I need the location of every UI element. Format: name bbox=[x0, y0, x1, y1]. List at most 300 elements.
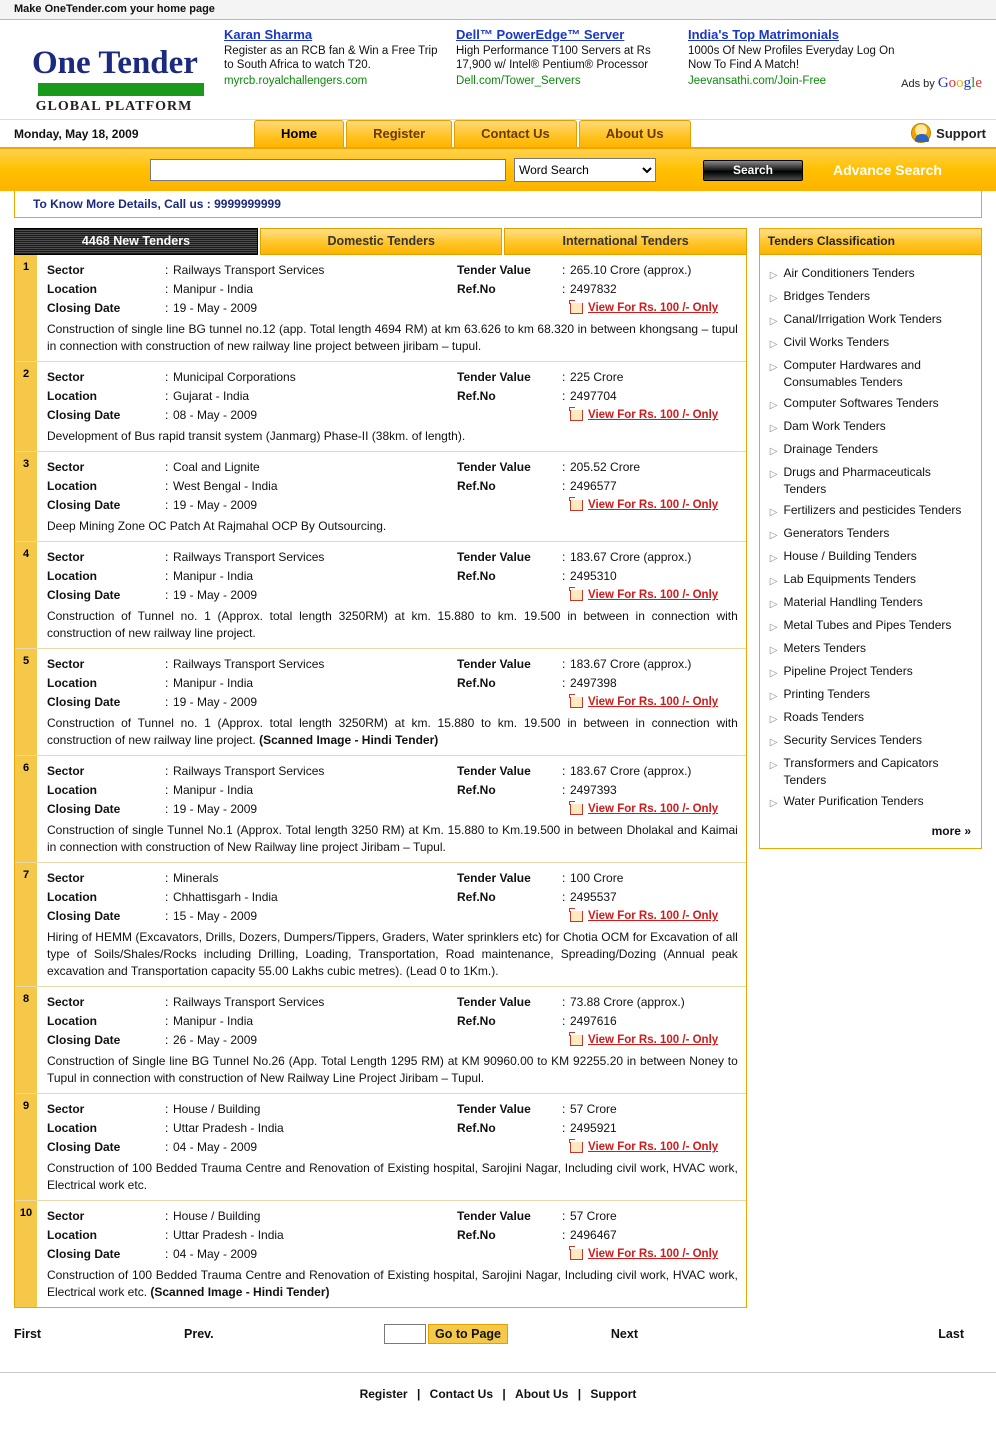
label-closing-date: Closing Date bbox=[47, 909, 121, 923]
tender-value: 183.67 Crore (approx.) bbox=[570, 657, 692, 671]
classification-item[interactable] bbox=[766, 707, 975, 730]
classification-item-label: Fertilizers and pesticides Tenders bbox=[783, 503, 962, 517]
tender-value: 205.52 Crore bbox=[570, 460, 641, 474]
label-closing-date: Closing Date bbox=[47, 1247, 121, 1261]
ad-url[interactable]: Dell.com/Tower_Servers bbox=[456, 75, 581, 87]
tender-description bbox=[47, 425, 738, 445]
tender-row bbox=[15, 452, 746, 542]
tender-index: 5 bbox=[15, 649, 37, 755]
tender-description-text: Construction of Tunnel no. 1 (Approx. total length 3250RM) at km. 15.880 to km. 19.500 in between in connection with construction of new railway line project. bbox=[47, 716, 738, 747]
chevron-right-icon: ▷ bbox=[769, 553, 778, 564]
tender-sector: Railways Transport Services bbox=[173, 764, 325, 778]
classification-item[interactable] bbox=[766, 355, 975, 393]
tender-description bbox=[47, 318, 738, 355]
label-sector: Sector bbox=[47, 370, 85, 384]
pager-last[interactable]: Last bbox=[938, 1327, 964, 1341]
classification-item-label: Drugs and Pharmaceuticals Tenders bbox=[783, 465, 931, 496]
tender-tabs bbox=[14, 228, 747, 255]
label-location: Location bbox=[47, 1228, 97, 1242]
classification-item[interactable] bbox=[766, 500, 975, 523]
classification-item[interactable] bbox=[766, 684, 975, 707]
view-tender-link[interactable] bbox=[570, 299, 718, 318]
pager-prev[interactable]: Prev. bbox=[184, 1327, 214, 1341]
label-sector: Sector bbox=[47, 460, 85, 474]
tender-ref-no: 2497832 bbox=[570, 282, 617, 296]
support-agent-icon bbox=[911, 123, 931, 143]
view-tender-label: View For Rs. 100 /- Only bbox=[588, 696, 719, 708]
label-location: Location bbox=[47, 676, 97, 690]
label-sector: Sector bbox=[47, 550, 85, 564]
label-tender-value: Tender Value bbox=[457, 657, 531, 671]
tender-index: 8 bbox=[15, 987, 37, 1093]
chevron-right-icon: ▷ bbox=[769, 469, 778, 480]
tender-row bbox=[15, 649, 746, 756]
label-ref-no: Ref.No bbox=[457, 389, 496, 403]
tab-new-tenders[interactable]: 4468 New Tenders bbox=[14, 228, 258, 255]
ad-title[interactable]: India's Top Matrimonials bbox=[688, 27, 839, 42]
tender-description-text: Development of Bus rapid transit system (Janmarg) Phase-II (38km. of length). bbox=[47, 429, 466, 443]
chevron-right-icon: ▷ bbox=[769, 737, 778, 748]
chevron-right-icon: ▷ bbox=[769, 362, 778, 373]
label-sector: Sector bbox=[47, 764, 85, 778]
tender-list bbox=[14, 255, 747, 1308]
search-bar bbox=[0, 149, 996, 191]
chevron-right-icon: ▷ bbox=[769, 270, 778, 281]
current-date: Monday, May 18, 2009 bbox=[14, 127, 139, 141]
tender-sector: Minerals bbox=[173, 871, 219, 885]
classification-item-label: Air Conditioners Tenders bbox=[783, 266, 915, 280]
tender-row bbox=[15, 863, 746, 987]
tender-index: 9 bbox=[15, 1094, 37, 1200]
tender-ref-no: 2497398 bbox=[570, 676, 617, 690]
view-tender-label: View For Rs. 100 /- Only bbox=[588, 1141, 719, 1153]
tender-index: 6 bbox=[15, 756, 37, 862]
tender-index: 2 bbox=[15, 362, 37, 451]
view-tender-label: View For Rs. 100 /- Only bbox=[588, 1034, 719, 1046]
tender-body: Sector : Railways Transport Services Location : Manipur - India Closing Date : 26 - May - 2009 Tender Value : 73.88 Crore (approx.) Ref.No : 2497616 View For Rs. 100 /- Only Construction of Single line BG Tunnel No.26 (App. Total Length 1295 RM) at KM 90960.00 to KM 92255.20 in between Noney to Tupul in connection with construction of New Railway Line Project Jiribam – Tupul. bbox=[47, 995, 738, 1085]
tender-value: 100 Crore bbox=[570, 871, 624, 885]
tender-value: 57 Crore bbox=[570, 1209, 617, 1223]
ad-title[interactable]: Dell™ PowerEdge™ Server bbox=[456, 27, 625, 42]
tenders-classification-box bbox=[759, 228, 982, 849]
tender-closing-date: 19 - May - 2009 bbox=[173, 498, 258, 512]
chevron-right-icon: ▷ bbox=[769, 400, 778, 411]
classification-item[interactable] bbox=[766, 661, 975, 684]
label-tender-value: Tender Value bbox=[457, 460, 531, 474]
ad-title[interactable]: Karan Sharma bbox=[224, 27, 313, 42]
tender-closing-date: 26 - May - 2009 bbox=[173, 1033, 258, 1047]
tender-index: 7 bbox=[15, 863, 37, 986]
tender-description bbox=[47, 605, 738, 642]
label-ref-no: Ref.No bbox=[457, 282, 496, 296]
support-link[interactable] bbox=[911, 123, 986, 147]
ad-item[interactable] bbox=[224, 28, 456, 88]
classification-item[interactable] bbox=[766, 592, 975, 615]
view-tender-label: View For Rs. 100 /- Only bbox=[588, 499, 719, 511]
tender-sector: Railways Transport Services bbox=[173, 550, 325, 564]
tender-description bbox=[47, 515, 738, 535]
classification-item[interactable] bbox=[766, 638, 975, 661]
label-location: Location bbox=[47, 569, 97, 583]
tenders-column bbox=[14, 228, 747, 1308]
tender-closing-date: 04 - May - 2009 bbox=[173, 1247, 258, 1261]
nav-tabs bbox=[254, 120, 911, 147]
classification-column bbox=[759, 228, 982, 849]
tender-location: Chhattisgarh - India bbox=[173, 890, 278, 904]
cart-icon bbox=[570, 1142, 583, 1153]
tender-location: Manipur - India bbox=[173, 783, 254, 797]
classification-item-label: Pipeline Project Tenders bbox=[783, 664, 913, 678]
classification-item-label: Water Purification Tenders bbox=[783, 794, 924, 808]
label-ref-no: Ref.No bbox=[457, 1014, 496, 1028]
tender-closing-date: 19 - May - 2009 bbox=[173, 301, 258, 315]
footer-sep: | bbox=[502, 1387, 506, 1401]
tender-description bbox=[47, 819, 738, 856]
view-tender-label: View For Rs. 100 /- Only bbox=[588, 302, 719, 314]
tender-index: 4 bbox=[15, 542, 37, 648]
tender-closing-date: 04 - May - 2009 bbox=[173, 1140, 258, 1154]
chevron-right-icon: ▷ bbox=[769, 714, 778, 725]
tender-description-note: (Scanned Image - Hindi Tender) bbox=[147, 1285, 330, 1299]
view-tender-link[interactable] bbox=[570, 1245, 718, 1264]
label-sector: Sector bbox=[47, 1102, 85, 1116]
view-tender-label: View For Rs. 100 /- Only bbox=[588, 910, 719, 922]
page-number-input[interactable] bbox=[384, 1324, 426, 1344]
label-closing-date: Closing Date bbox=[47, 588, 121, 602]
chevron-right-icon: ▷ bbox=[769, 530, 778, 541]
view-tender-label: View For Rs. 100 /- Only bbox=[588, 803, 719, 815]
label-closing-date: Closing Date bbox=[47, 1140, 121, 1154]
tender-body: Sector : House / Building Location : Uttar Pradesh - India Closing Date : 04 - May - 2009 Tender Value : 57 Crore Ref.No : 2496467 View For Rs. 100 /- Only Construction of 100 Bedded Trauma Centre and Renovation of Existing hospital, Sarojini Nagar, Including civil work, HVAC work, Electrical work etc. (Scanned Image - Hindi Tender) bbox=[47, 1209, 738, 1299]
label-sector: Sector bbox=[47, 995, 85, 1009]
google-wordmark: Google bbox=[937, 75, 982, 91]
label-location: Location bbox=[47, 783, 97, 797]
tender-body: Sector : Coal and Lignite Location : West Bengal - India Closing Date : 19 - May - 2009 Tender Value : 205.52 Crore Ref.No : 2496577 View For Rs. 100 /- Only Deep Mining Zone OC Patch At Rajmahal OCP By Outsourcing. bbox=[37, 452, 746, 541]
label-sector: Sector bbox=[47, 1209, 85, 1223]
tender-body: Sector : Railways Transport Services Location : Manipur - India Closing Date : 19 - May - 2009 Tender Value : 183.67 Crore (approx.) Ref.No : 2497393 View For Rs. 100 /- Only Construction of single Tunnel No.1 (Approx. Total length 3250 RM) at Km. 15.880 to Km.19.500 in between Dholakal and Kaimai in connection with construction of New Railway line project Jiribam – Tupul. bbox=[47, 764, 738, 854]
label-sector: Sector bbox=[47, 263, 85, 277]
chevron-right-icon: ▷ bbox=[769, 339, 778, 350]
chevron-right-icon: ▷ bbox=[769, 293, 778, 304]
classification-item-label: Computer Softwares Tenders bbox=[783, 396, 939, 410]
tender-sector: House / Building bbox=[173, 1209, 261, 1223]
search-mode-select[interactable] bbox=[514, 158, 656, 182]
search-button[interactable]: Search bbox=[703, 160, 803, 181]
tender-ref-no: 2496577 bbox=[570, 479, 617, 493]
footer-register-link[interactable]: Register bbox=[359, 1387, 408, 1401]
tender-description bbox=[47, 1157, 738, 1194]
tender-ref-no: 2497704 bbox=[570, 389, 617, 403]
view-tender-label: View For Rs. 100 /- Only bbox=[588, 409, 719, 421]
view-tender-link[interactable] bbox=[570, 1031, 718, 1050]
classification-item[interactable] bbox=[766, 263, 975, 286]
classification-item[interactable] bbox=[766, 546, 975, 569]
tender-location: Manipur - India bbox=[173, 1014, 254, 1028]
tender-closing-date: 19 - May - 2009 bbox=[173, 802, 258, 816]
tender-description bbox=[47, 926, 738, 980]
tender-row bbox=[15, 756, 746, 863]
footer-contact-link[interactable]: Contact Us bbox=[429, 1387, 493, 1401]
classification-item[interactable] bbox=[766, 439, 975, 462]
cart-icon bbox=[570, 410, 583, 421]
view-tender-link[interactable] bbox=[570, 907, 718, 926]
tender-ref-no: 2496467 bbox=[570, 1228, 617, 1242]
pager-first[interactable]: First bbox=[14, 1327, 42, 1341]
tender-value: 73.88 Crore (approx.) bbox=[570, 995, 685, 1009]
logo-text: One Tender bbox=[32, 45, 198, 81]
label-location: Location bbox=[47, 282, 97, 296]
tender-body: Sector : House / Building Location : Uttar Pradesh - India Closing Date : 04 - May - 2009 Tender Value : 57 Crore Ref.No : 2495921 View For Rs. 100 /- Only Construction of 100 Bedded Trauma Centre and Renovation of Existing hospital, Sarojini Nagar, Including civil work, HVAC work, Electrical work etc. bbox=[47, 1102, 738, 1192]
classification-item[interactable] bbox=[766, 416, 975, 439]
classification-item-label: House / Building Tenders bbox=[783, 549, 917, 563]
classification-item-label: Generators Tenders bbox=[783, 526, 890, 540]
cart-icon bbox=[570, 1249, 583, 1260]
tender-index: 10 bbox=[15, 1201, 37, 1307]
classification-item-label: Bridges Tenders bbox=[783, 289, 870, 303]
label-ref-no: Ref.No bbox=[457, 1228, 496, 1242]
classification-item[interactable] bbox=[766, 753, 975, 791]
footer-sep: | bbox=[416, 1387, 421, 1401]
view-tender-link[interactable] bbox=[570, 406, 718, 425]
tender-ref-no: 2495537 bbox=[570, 890, 617, 904]
classification-item-label: Printing Tenders bbox=[783, 687, 870, 701]
tender-description bbox=[47, 1050, 738, 1087]
ad-url[interactable]: Jeevansathi.com/Join-Free bbox=[688, 75, 827, 87]
label-tender-value: Tender Value bbox=[457, 871, 531, 885]
footer-about-link[interactable]: About Us bbox=[515, 1387, 569, 1401]
chevron-right-icon: ▷ bbox=[769, 645, 778, 656]
classification-item-label: Civil Works Tenders bbox=[783, 335, 890, 349]
tender-location: Uttar Pradesh - India bbox=[173, 1121, 284, 1135]
tender-value: 57 Crore bbox=[570, 1102, 617, 1116]
main-content bbox=[0, 218, 996, 1308]
classification-item[interactable] bbox=[766, 393, 975, 416]
view-tender-link[interactable] bbox=[570, 586, 718, 605]
label-tender-value: Tender Value bbox=[457, 263, 531, 277]
label-closing-date: Closing Date bbox=[47, 498, 121, 512]
tender-location: Uttar Pradesh - India bbox=[173, 1228, 284, 1242]
view-tender-link[interactable] bbox=[570, 496, 718, 515]
tender-row bbox=[15, 1201, 746, 1307]
classification-item[interactable] bbox=[766, 791, 975, 814]
tender-body: Sector : Railways Transport Services Location : Manipur - India Closing Date : 19 - May - 2009 Tender Value : 183.67 Crore (approx.) Ref.No : 2495310 View For Rs. 100 /- Only Construction of Tunnel no. 1 (Approx. total length 3250RM) at km. 15.880 to km. 19.500 in between in connection with construction of new railway line project. bbox=[47, 550, 738, 640]
tender-body: Sector : Railways Transport Services Location : Manipur - India Closing Date : 19 - May - 2009 Tender Value : 265.10 Crore (approx.) Ref.No : 2497832 View For Rs. 100 /- Only Construction of single line BG tunnel no.12 (app. Total length 4694 RM) at km 63.626 to km 68.320 in between khongsang – tupul in connection with construction of new railway line project between jiribam – tupul. bbox=[47, 263, 738, 353]
tender-sector: Municipal Corporations bbox=[173, 370, 296, 384]
tender-location: Manipur - India bbox=[173, 676, 254, 690]
nav-tab-home[interactable]: Home bbox=[254, 120, 344, 147]
tender-ref-no: 2497393 bbox=[570, 783, 617, 797]
chevron-right-icon: ▷ bbox=[769, 446, 778, 457]
tab-international-tenders[interactable]: International Tenders bbox=[504, 228, 746, 255]
pager-next[interactable]: Next bbox=[610, 1327, 638, 1341]
chevron-right-icon: ▷ bbox=[769, 599, 778, 610]
label-location: Location bbox=[47, 479, 97, 493]
search-input[interactable] bbox=[150, 159, 506, 181]
tender-description-text: Construction of single line BG tunnel no.12 (app. Total length 4694 RM) at km 63.626 to km 68.320 in between khongsang – tupul in connection with construction of new railway line project between jiribam – tupul. bbox=[47, 322, 738, 353]
go-to-page-button[interactable]: Go to Page bbox=[428, 1324, 508, 1344]
tender-description-text: Hiring of HEMM (Excavators, Drills, Dozers, Dumpers/Tippers, Graders, Water sprinklers etc) for Chotia OCM for Excavation of all type of Soils/Shales/Rocks including Drilling, Loading, Transportation, Road maintenance, Spreading/Dozing (Annual peak excavation and Transportation capacity 55.00 Lakhs cubic metres). (Lead 0 to 1Km.). bbox=[47, 930, 738, 978]
label-ref-no: Ref.No bbox=[457, 783, 496, 797]
tender-sector: Railways Transport Services bbox=[173, 263, 325, 277]
tender-value: 183.67 Crore (approx.) bbox=[570, 764, 692, 778]
tab-domestic-tenders[interactable]: Domestic Tenders bbox=[260, 228, 502, 255]
tender-sector: Railways Transport Services bbox=[173, 657, 325, 671]
label-ref-no: Ref.No bbox=[457, 676, 496, 690]
classification-item-label: Metal Tubes and Pipes Tenders bbox=[783, 618, 952, 632]
nav-tab-contact-us[interactable]: Contact Us bbox=[454, 120, 577, 147]
classification-item[interactable] bbox=[766, 569, 975, 592]
label-location: Location bbox=[47, 890, 97, 904]
cart-icon bbox=[570, 697, 583, 708]
footer-sep: | bbox=[577, 1387, 582, 1401]
chevron-right-icon: ▷ bbox=[769, 316, 778, 327]
tender-body: Sector : Railways Transport Services Location : Manipur - India Closing Date : 19 - May - 2009 Tender Value : 183.67 Crore (approx.) Ref.No : 2497398 View For Rs. 100 /- Only Construction of Tunnel no. 1 (Approx. total length 3250RM) at km. 15.880 to km. 19.500 in between in connection with construction of new railway line project. (Scanned Image - Hindi Tender) bbox=[47, 657, 738, 747]
cart-icon bbox=[570, 1035, 583, 1046]
classification-item[interactable] bbox=[766, 309, 975, 332]
tender-location: Manipur - India bbox=[173, 569, 254, 583]
tender-description-text: Construction of 100 Bedded Trauma Centre and Renovation of Existing hospital, Sarojini Nagar, Including civil work, HVAC work, Electrical work etc. bbox=[47, 1268, 738, 1299]
classification-item-label: Dam Work Tenders bbox=[783, 419, 886, 433]
classification-list bbox=[760, 255, 981, 818]
tender-closing-date: 08 - May - 2009 bbox=[173, 408, 258, 422]
classification-item-label: Transformers and Capicators Tenders bbox=[783, 756, 939, 787]
nav-tab-register[interactable]: Register bbox=[346, 120, 452, 147]
cart-icon bbox=[570, 590, 583, 601]
label-tender-value: Tender Value bbox=[457, 995, 531, 1009]
label-closing-date: Closing Date bbox=[47, 301, 121, 315]
tender-description bbox=[47, 1264, 738, 1301]
classification-item-label: Roads Tenders bbox=[783, 710, 864, 724]
cart-icon bbox=[570, 804, 583, 815]
advance-search-link[interactable]: Advance Search bbox=[833, 162, 942, 178]
classification-item-label: Lab Equipments Tenders bbox=[783, 572, 917, 586]
logo-tagline: GLOBAL PLATFORM bbox=[35, 99, 193, 114]
classification-item[interactable] bbox=[766, 615, 975, 638]
label-tender-value: Tender Value bbox=[457, 1209, 531, 1223]
label-location: Location bbox=[47, 1121, 97, 1135]
ads-by-google bbox=[901, 75, 982, 92]
classification-title: Tenders Classification bbox=[760, 229, 981, 255]
tender-description-text: Construction of Single line BG Tunnel No.26 (App. Total Length 1295 RM) at KM 90960.00 to KM 92255.20 in between Noney to Tupul in connection with construction of New Railway Line Project Jiribam – Tupul. bbox=[47, 1054, 738, 1085]
cart-icon bbox=[570, 303, 583, 314]
classification-item[interactable] bbox=[766, 523, 975, 546]
tender-ref-no: 2495310 bbox=[570, 569, 617, 583]
tender-value: 183.67 Crore (approx.) bbox=[570, 550, 692, 564]
know-more-details: To Know More Details, Call us : 9999999999 bbox=[14, 191, 982, 218]
tender-ref-no: 2495921 bbox=[570, 1121, 617, 1135]
main-navbar bbox=[0, 119, 996, 149]
label-sector: Sector bbox=[47, 657, 85, 671]
ad-body: High Performance T100 Servers at Rs 17,900 w/ Intel® Pentium® Processor bbox=[456, 45, 651, 71]
cart-icon bbox=[570, 911, 583, 922]
tender-row bbox=[15, 542, 746, 649]
make-homepage-link[interactable]: Make OneTender.com your home page bbox=[0, 0, 996, 20]
label-closing-date: Closing Date bbox=[47, 408, 121, 422]
tender-sector: Coal and Lignite bbox=[173, 460, 260, 474]
ad-item[interactable] bbox=[688, 28, 920, 88]
ad-body: Register as an RCB fan & Win a Free Trip to South Africa to watch T20. bbox=[224, 45, 438, 71]
footer-support-link[interactable]: Support bbox=[590, 1387, 637, 1401]
tender-location: West Bengal - India bbox=[173, 479, 278, 493]
label-tender-value: Tender Value bbox=[457, 550, 531, 564]
chevron-right-icon: ▷ bbox=[769, 668, 778, 679]
cart-icon bbox=[570, 500, 583, 511]
tender-index: 1 bbox=[15, 255, 37, 361]
logo-green-bar bbox=[38, 83, 204, 96]
site-footer bbox=[0, 1372, 996, 1417]
tender-closing-date: 19 - May - 2009 bbox=[173, 588, 258, 602]
ad-body: 1000s Of New Profiles Everyday Log On Now To Find A Match! bbox=[688, 45, 895, 71]
label-tender-value: Tender Value bbox=[457, 764, 531, 778]
tender-ref-no: 2497616 bbox=[570, 1014, 617, 1028]
tender-description-text: Construction of single Tunnel No.1 (Approx. Total length 3250 RM) at Km. 15.880 to Km.19.500 in between Dholakal and Kaimai in connection with construction of New Railway line project Jiribam – Tupul. bbox=[47, 823, 738, 854]
tender-description-note: (Scanned Image - Hindi Tender) bbox=[255, 733, 439, 747]
pagination bbox=[0, 1308, 996, 1354]
chevron-right-icon: ▷ bbox=[769, 798, 778, 809]
classification-item[interactable] bbox=[766, 730, 975, 753]
tender-location: Gujarat - India bbox=[173, 389, 250, 403]
ad-item[interactable] bbox=[456, 28, 688, 88]
classification-item-label: Security Services Tenders bbox=[783, 733, 923, 747]
label-closing-date: Closing Date bbox=[47, 802, 121, 816]
tender-sector: House / Building bbox=[173, 1102, 261, 1116]
tender-value: 265.10 Crore (approx.) bbox=[570, 263, 692, 277]
classification-item-label: Computer Hardwares and Consumables Tenders bbox=[783, 358, 921, 389]
label-sector: Sector bbox=[47, 871, 85, 885]
tender-row bbox=[15, 362, 746, 452]
site-logo[interactable] bbox=[14, 28, 224, 115]
label-ref-no: Ref.No bbox=[457, 569, 496, 583]
tender-description-text: Construction of 100 Bedded Trauma Centre and Renovation of Existing hospital, Sarojini Nagar, Including civil work, HVAC work, Electrical work etc. bbox=[47, 1161, 738, 1192]
label-ref-no: Ref.No bbox=[457, 479, 496, 493]
classification-item-label: Meters Tenders bbox=[783, 641, 866, 655]
site-header bbox=[0, 20, 996, 119]
view-tender-link[interactable] bbox=[570, 800, 718, 819]
ads-region bbox=[224, 27, 982, 91]
tender-index: 3 bbox=[15, 452, 37, 541]
chevron-right-icon: ▷ bbox=[769, 622, 778, 633]
tender-closing-date: 19 - May - 2009 bbox=[173, 695, 258, 709]
ad-url[interactable]: myrcb.royalchallengers.com bbox=[224, 75, 368, 87]
tender-description-text: Construction of Tunnel no. 1 (Approx. total length 3250RM) at km. 15.880 to km. 19.500 in between in connection with construction of new railway line project. bbox=[47, 609, 738, 640]
classification-item-label: Drainage Tenders bbox=[783, 442, 879, 456]
chevron-right-icon: ▷ bbox=[769, 507, 778, 518]
classification-item[interactable] bbox=[766, 462, 975, 500]
label-closing-date: Closing Date bbox=[47, 1033, 121, 1047]
label-tender-value: Tender Value bbox=[457, 1102, 531, 1116]
view-tender-link[interactable] bbox=[570, 693, 718, 712]
chevron-right-icon: ▷ bbox=[769, 760, 778, 771]
chevron-right-icon: ▷ bbox=[769, 576, 778, 587]
tender-body: Sector : Minerals Location : Chhattisgarh - India Closing Date : 15 - May - 2009 Tender Value : 100 Crore Ref.No : 2495537 View For Rs. 100 /- Only Hiring of HEMM (Excavators, Drills, Dozers, Dumpers/Tippers, Graders, Water sprinklers etc) for Chotia OCM for Excavation of all type of Soils/Shales/Rocks including Drilling, Loading, Transportation, Road maintenance, Spreading/Dozing (Annual peak excavation and Transportation capacity 55.00 Lakhs cubic metres). (Lead 0 to 1Km.). bbox=[47, 871, 738, 978]
view-tender-link[interactable] bbox=[570, 1138, 718, 1157]
tender-description bbox=[47, 712, 738, 749]
classification-item[interactable] bbox=[766, 286, 975, 309]
view-tender-label: View For Rs. 100 /- Only bbox=[588, 1248, 719, 1260]
tender-description-text: Deep Mining Zone OC Patch At Rajmahal OCP By Outsourcing. bbox=[47, 519, 387, 533]
support-label: Support bbox=[936, 125, 986, 141]
classification-item-label: Material Handling Tenders bbox=[783, 595, 923, 609]
view-tender-label: View For Rs. 100 /- Only bbox=[588, 589, 719, 601]
classification-item[interactable] bbox=[766, 332, 975, 355]
nav-tab-about-us[interactable]: About Us bbox=[579, 120, 691, 147]
label-location: Location bbox=[47, 389, 97, 403]
chevron-right-icon: ▷ bbox=[769, 691, 778, 702]
tender-row bbox=[15, 255, 746, 362]
label-ref-no: Ref.No bbox=[457, 890, 496, 904]
classification-more-link[interactable]: more » bbox=[931, 824, 971, 838]
tender-closing-date: 15 - May - 2009 bbox=[173, 909, 258, 923]
